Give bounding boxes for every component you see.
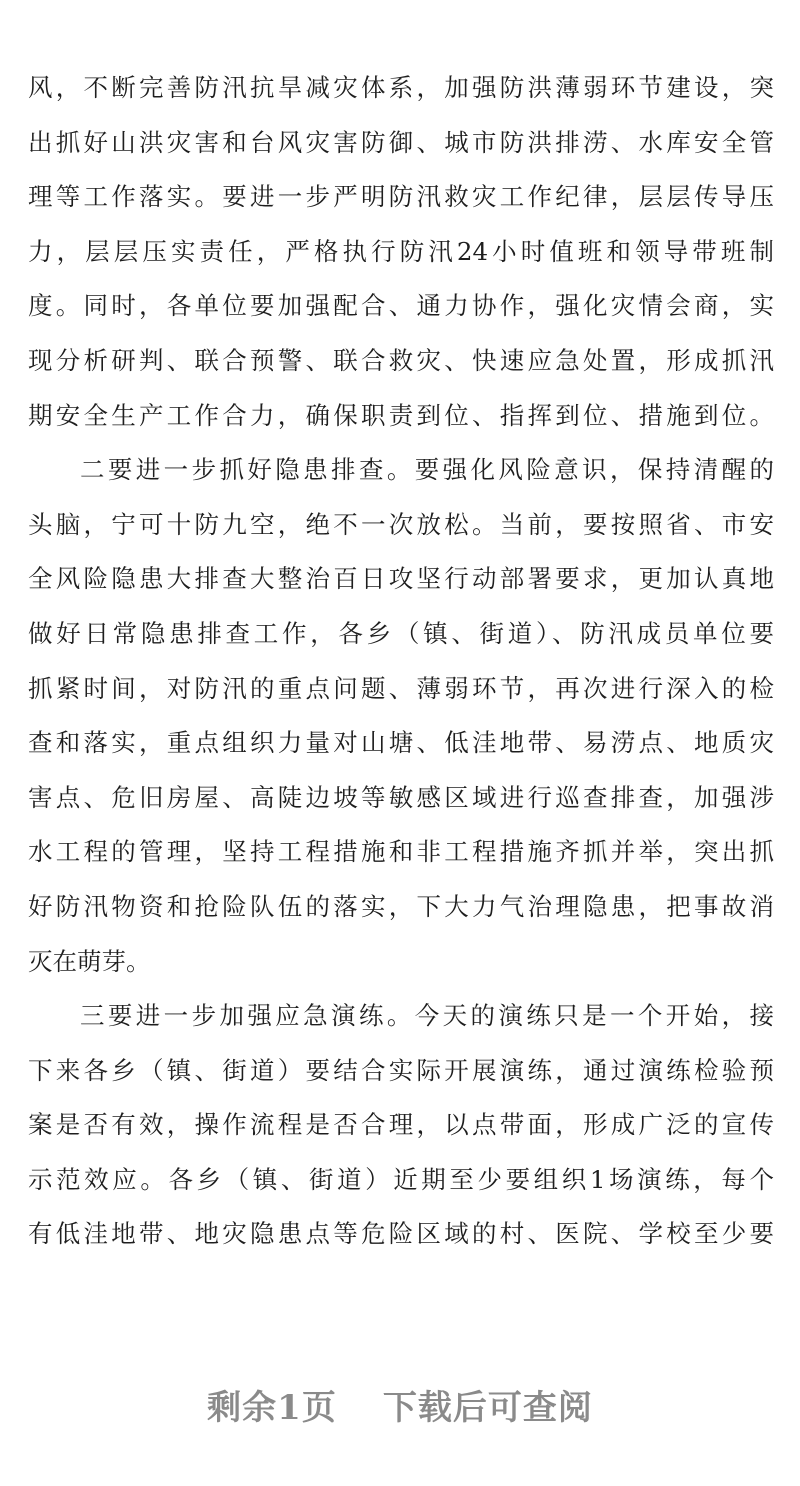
text-line: 水工程的管理，坚持工程措施和非工程措施齐抓并举，突出抓 (28, 837, 774, 867)
text-line: 案是否有效，操作流程是否合理，以点带面，形成广泛的宣传 (28, 1110, 774, 1140)
text-line: 头脑，宁可十防九空，绝不一次放松。当前，要按照省、市安 (28, 509, 774, 539)
document-body (28, 61, 774, 1262)
text-line: 力，层层压实责任，严格执行防汛24小时值班和领导带班制 (28, 236, 774, 266)
text-line: 做好日常隐患排查工作，各乡（镇、街道）、防汛成员单位要 (28, 618, 774, 648)
text-line: 风，不断完善防汛抗旱减灾体系，加强防洪薄弱环节建设，突 (28, 73, 774, 102)
text-line: 害点、危旧房屋、高陡边坡等敏感区域进行巡查排查，加强涉 (28, 782, 774, 812)
text-line: 二要进一步抓好隐患排查。要强化风险意识，保持清醒的 (80, 455, 774, 485)
text-line: 现分析研判、联合预警、联合救灾、快速应急处置，形成抓汛 (28, 345, 774, 375)
text-line: 有低洼地带、地灾隐患点等危险区域的村、医院、学校至少要 (28, 1219, 774, 1249)
text-line: 下来各乡（镇、街道）要结合实际开展演练，通过演练检验预 (28, 1055, 774, 1085)
text-line: 期安全生产工作合力，确保职责到位、指挥到位、措施到位。 (28, 400, 774, 430)
text-line: 理等工作落实。要进一步严明防汛救灾工作纪律，层层传导压 (28, 182, 774, 212)
text-line: 度。同时，各单位要加强配合、通力协作，强化灾情会商，实 (28, 291, 774, 321)
text-line: 全风险隐患大排查大整治百日攻坚行动部署要求，更加认真地 (28, 564, 774, 594)
download-prompt-label[interactable]: 下载后可查阅 (382, 1388, 593, 1428)
text-line: 三要进一步加强应急演练。今天的演练只是一个开始，接 (80, 1001, 774, 1031)
text-line: 抓紧时间，对防汛的重点问题、薄弱环节，再次进行深入的检 (28, 673, 774, 703)
paragraph (28, 443, 774, 989)
text-line: 灭在萌芽。 (28, 946, 151, 976)
text-line: 好防汛物资和抢险队伍的落实，下大力气治理隐患，把事故消 (28, 891, 774, 921)
text-line: 示范效应。各乡（镇、街道）近期至少要组织1场演练，每个 (28, 1164, 774, 1194)
text-line: 出抓好山洪灾害和台风灾害防御、城市防洪排涝、水库安全管 (28, 127, 774, 157)
paragraph (28, 989, 774, 1262)
download-prompt-bar[interactable] (0, 1378, 800, 1438)
remaining-pages-label: 剩余1页 (207, 1388, 337, 1428)
paragraph (28, 61, 774, 443)
text-line: 查和落实，重点组织力量对山塘、低洼地带、易涝点、地质灾 (28, 728, 774, 758)
